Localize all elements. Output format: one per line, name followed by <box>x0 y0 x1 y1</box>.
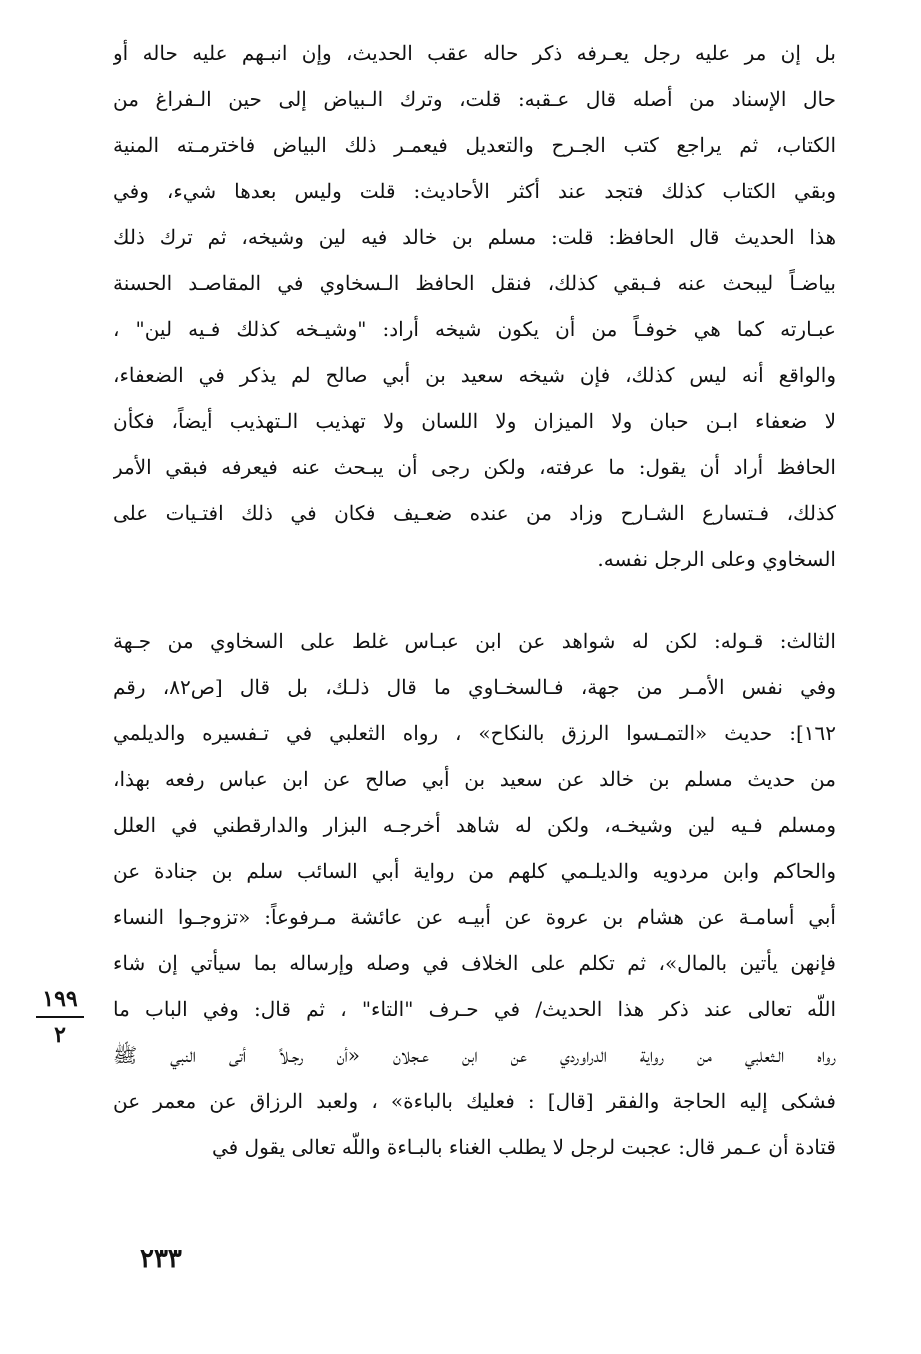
text-line: وفي نفس الأمـر من جهة، فـالسخـاوي ما قال ذلـك، بل قال [ص٨٢، رقم <box>113 675 836 699</box>
text-line: لا ضعفاء ابـن حبان ولا الميزان ولا اللسان ولا تهذيب الـتهذيب أيضاً، فكأن <box>113 409 836 433</box>
margin-reference-divider <box>36 1016 84 1018</box>
text-line: كذلك، فـتسارع الشـارح وزاد من عنده ضعـيف فكان في ذلك افتـيات على <box>113 501 836 525</box>
text-line: السخاوي وعلى الرجل نفسه. <box>597 547 836 571</box>
text-line: ١٦٢]: حديث «التمـسوا الرزق بالنكاح» ، رواه الثعلبي في تـفسيره والديلمي <box>113 721 836 745</box>
text-line: بياضـاً ليبحث عنه فـبقي كذلك، فنقل الحافظ الـسخاوي في المقاصـد الحسنة <box>113 271 836 295</box>
margin-reference-bottom: ٢ <box>54 1022 66 1048</box>
text-line: عبـارته كما هي خوفـاً من أن يكون شيخه أراد: "وشيـخه كذلك فـيه لين" ، <box>113 317 836 341</box>
text-line: الحافظ أراد أن يقول: ما عرفته، ولكن رجى أن يبـحث عنه فيعرفه فبقي الأمر <box>113 455 836 479</box>
text-line: الثالث: قـوله: لكن له شواهد عن ابن عبـاس غلط على السخاوي من جـهة <box>113 629 836 653</box>
text-line: الكتاب، ثم يراجع كتب الجـرح والتعديل فيعمـر ذلك البياض فاخترمـته المنية <box>113 133 836 157</box>
text-line: قتادة أن عـمر قال: عجبت لرجل لا يطلب الغناء بالبـاءة واللّه تعالى يقول في <box>211 1135 836 1159</box>
text-line: بل إن مر عليه رجل يعـرفه ذكر حاله عقب الحديث، وإن انبـهم عليه حاله أو <box>113 41 836 65</box>
text-line: رواه الـثعلبي من رواية الدراوردي عن ابن عـجلان «أن رجـلاً أتى النبي ﷺ <box>113 1043 836 1067</box>
text-line: والواقع أنه ليس كذلك، فإن شيخه سعيد بن أبي صالح لم يذكر في الضعفاء، <box>113 363 836 387</box>
text-line: من حديث مسلم بن خالد عن سعيد بن أبي صالح عن ابن عباس رفعه بهذا، <box>113 767 836 791</box>
text-line: والحاكم وابن مردويه والديلـمي كلهم من رواية أبي السائب سلم بن جنادة عن <box>113 859 836 883</box>
text-line: وبقي الكتاب كذلك فتجد عند أكثر الأحاديث: قلت وليس بعدها شيء، وفي <box>113 179 836 203</box>
paragraph-1 <box>113 30 836 582</box>
margin-reference-top: ١٩٩ <box>42 986 78 1012</box>
text-line: حال الإسناد من أصله قال عـقبه: قلت، وترك الـبياض إلى حين الـفراغ من <box>113 87 836 111</box>
margin-reference <box>30 986 90 1048</box>
text-line: اللّه تعالى عند ذكر هذا الحديث/ في حـرف "التاء" ، ثم قال: وفي الباب ما <box>113 997 836 1021</box>
text-line: فإنهن يأتين بالمال»، ثم تكلم على الخلاف في وصله وإرساله بما سيأتي إن شاء <box>113 951 836 975</box>
paragraph-2 <box>113 618 836 1170</box>
page-number: ٢٣٣ <box>140 1244 182 1274</box>
text-line: أبي أسامـة عن هشام بن عروة عن أبيـه عن عائشة مـرفوعاً: «تزوجـوا النساء <box>113 905 836 929</box>
text-line: هذا الحديث قال الحافظ: قلت: مسلم بن خالد فيه لين وشيخه، ثم ترك ذلك <box>113 225 836 249</box>
text-line: فشكى إليه الحاجة والفقر [قال] : فعليك بالباءة» ، ولعبد الرزاق عن معمر عن <box>113 1089 836 1113</box>
text-line: ومسلم فـيه لين وشيخـه، ولكن له شاهد أخرجـه البزار والدارقطني في العلل <box>113 813 836 837</box>
